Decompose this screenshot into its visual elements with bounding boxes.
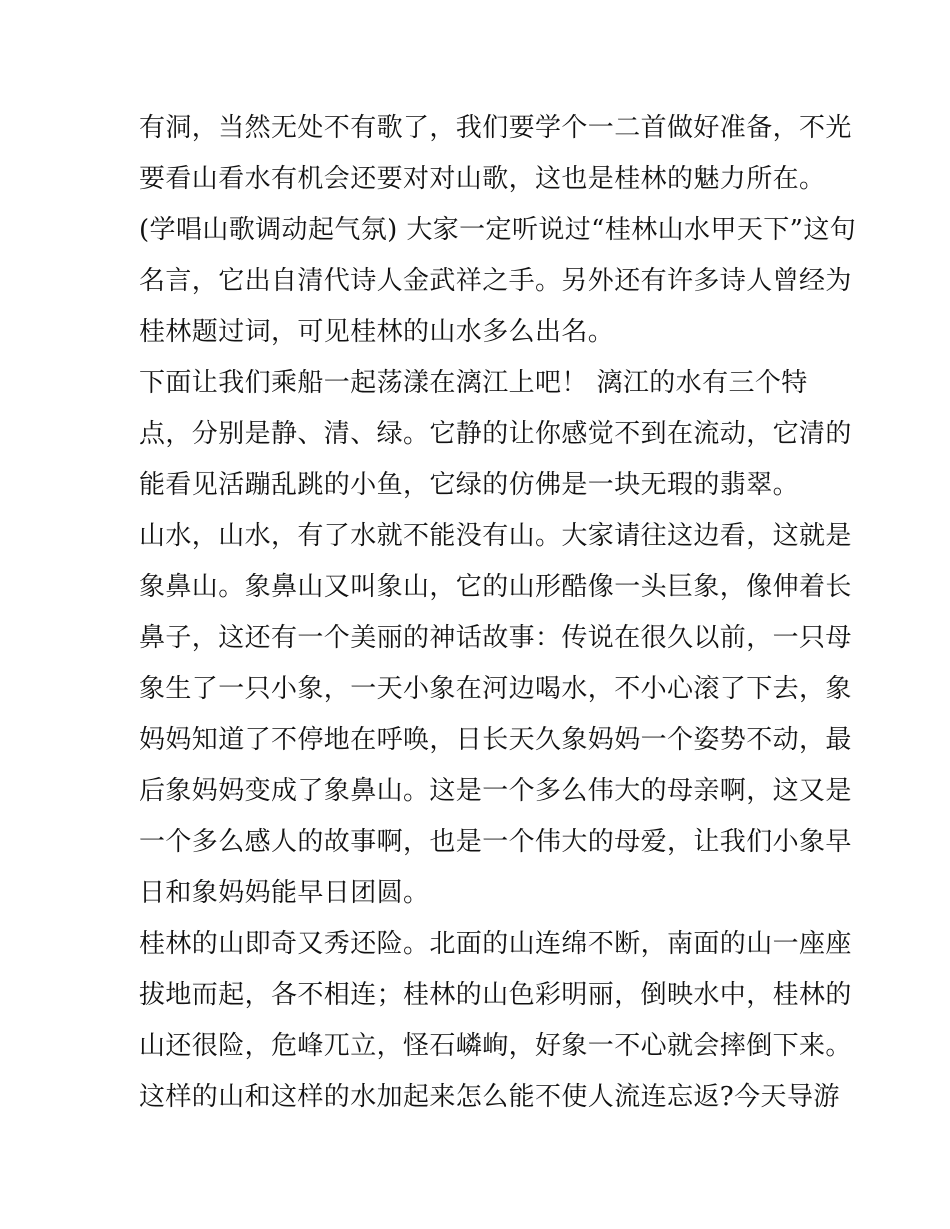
text-line: 名言，它出自清代诗人金武祥之手。另外还有许多诗人曾经为 bbox=[139, 266, 852, 296]
text-line: 下面让我们乘船一起荡漾在漓江上吧！ 漓江的水有三个特 bbox=[139, 368, 808, 398]
text-line: 要看山看水有机会还要对对山歌，这也是桂林的魅力所在。 bbox=[139, 164, 826, 194]
text-line: 妈妈知道了不停地在呼唤，日长天久象妈妈一个姿势不动，最 bbox=[139, 725, 852, 755]
text-line: 桂林题过词，可见桂林的山水多么出名。 bbox=[139, 317, 615, 347]
text-line: 象生了一只小象，一天小象在河边喝水，不小心滚了下去，象 bbox=[139, 674, 852, 704]
text-line: 鼻子，这还有一个美丽的神话故事：传说在很久以前，一只母 bbox=[139, 623, 852, 653]
text-line: 山还很险，危峰兀立，怪石嶙峋，好象一不心就会摔倒下来。 bbox=[139, 1031, 852, 1061]
text-line: 桂林的山即奇又秀还险。北面的山连绵不断，南面的山一座座 bbox=[139, 929, 852, 959]
text-line: 后象妈妈变成了象鼻山。这是一个多么伟大的母亲啊，这又是 bbox=[139, 776, 852, 806]
text-line: (学唱山歌调动起气氛) 大家一定听说过“桂林山水甲天下”这句 bbox=[139, 215, 857, 245]
text-line: 这样的山和这样的水加起来怎么能不使人流连忘返?今天导游 bbox=[139, 1082, 840, 1112]
text-line: 有洞，当然无处不有歌了，我们要学个一二首做好准备，不光 bbox=[139, 113, 852, 143]
text-line: 点，分别是静、清、绿。它静的让你感觉不到在流动，它清的 bbox=[139, 419, 852, 449]
text-line: 能看见活蹦乱跳的小鱼，它绿的仿佛是一块无瑕的翡翠。 bbox=[139, 470, 800, 500]
text-line: 象鼻山。象鼻山又叫象山，它的山形酷像一头巨象，像伸着长 bbox=[139, 572, 852, 602]
text-line: 日和象妈妈能早日团圆。 bbox=[139, 878, 430, 908]
text-line: 一个多么感人的故事啊，也是一个伟大的母爱，让我们小象早 bbox=[139, 827, 852, 857]
text-line: 拔地而起，各不相连；桂林的山色彩明丽，倒映水中，桂林的 bbox=[139, 980, 852, 1010]
text-line: 山水，山水，有了水就不能没有山。大家请往这边看，这就是 bbox=[139, 521, 852, 551]
